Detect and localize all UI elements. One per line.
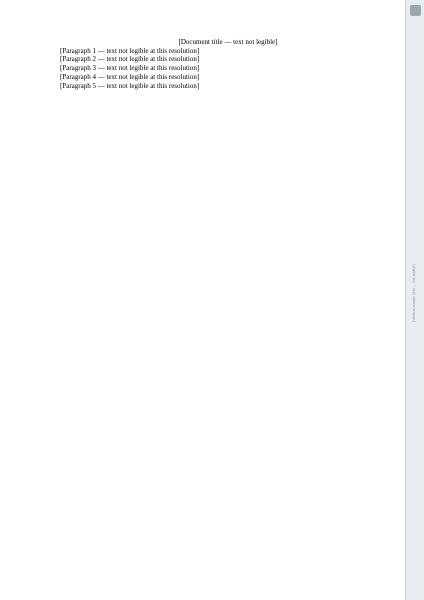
paragraph-4: [Paragraph 4 — text not legible at this resolution] <box>60 72 200 81</box>
paragraph-5: [Paragraph 5 — text not legible at this resolution] <box>60 81 200 90</box>
paragraph-3: [Paragraph 3 — text not legible at this resolution] <box>60 64 200 73</box>
paragraph-1: [Paragraph 1 — text not legible at this resolution] <box>60 46 200 55</box>
logo-icon <box>410 5 421 16</box>
document-title: [Document title — text not legible] <box>178 38 278 46</box>
document-text <box>60 38 386 90</box>
margin-text: [Vertical margin text — not legible] <box>412 264 416 322</box>
paragraph-2: [Paragraph 2 — text not legible at this resolution] <box>60 55 200 64</box>
right-margin-strip <box>405 0 424 600</box>
